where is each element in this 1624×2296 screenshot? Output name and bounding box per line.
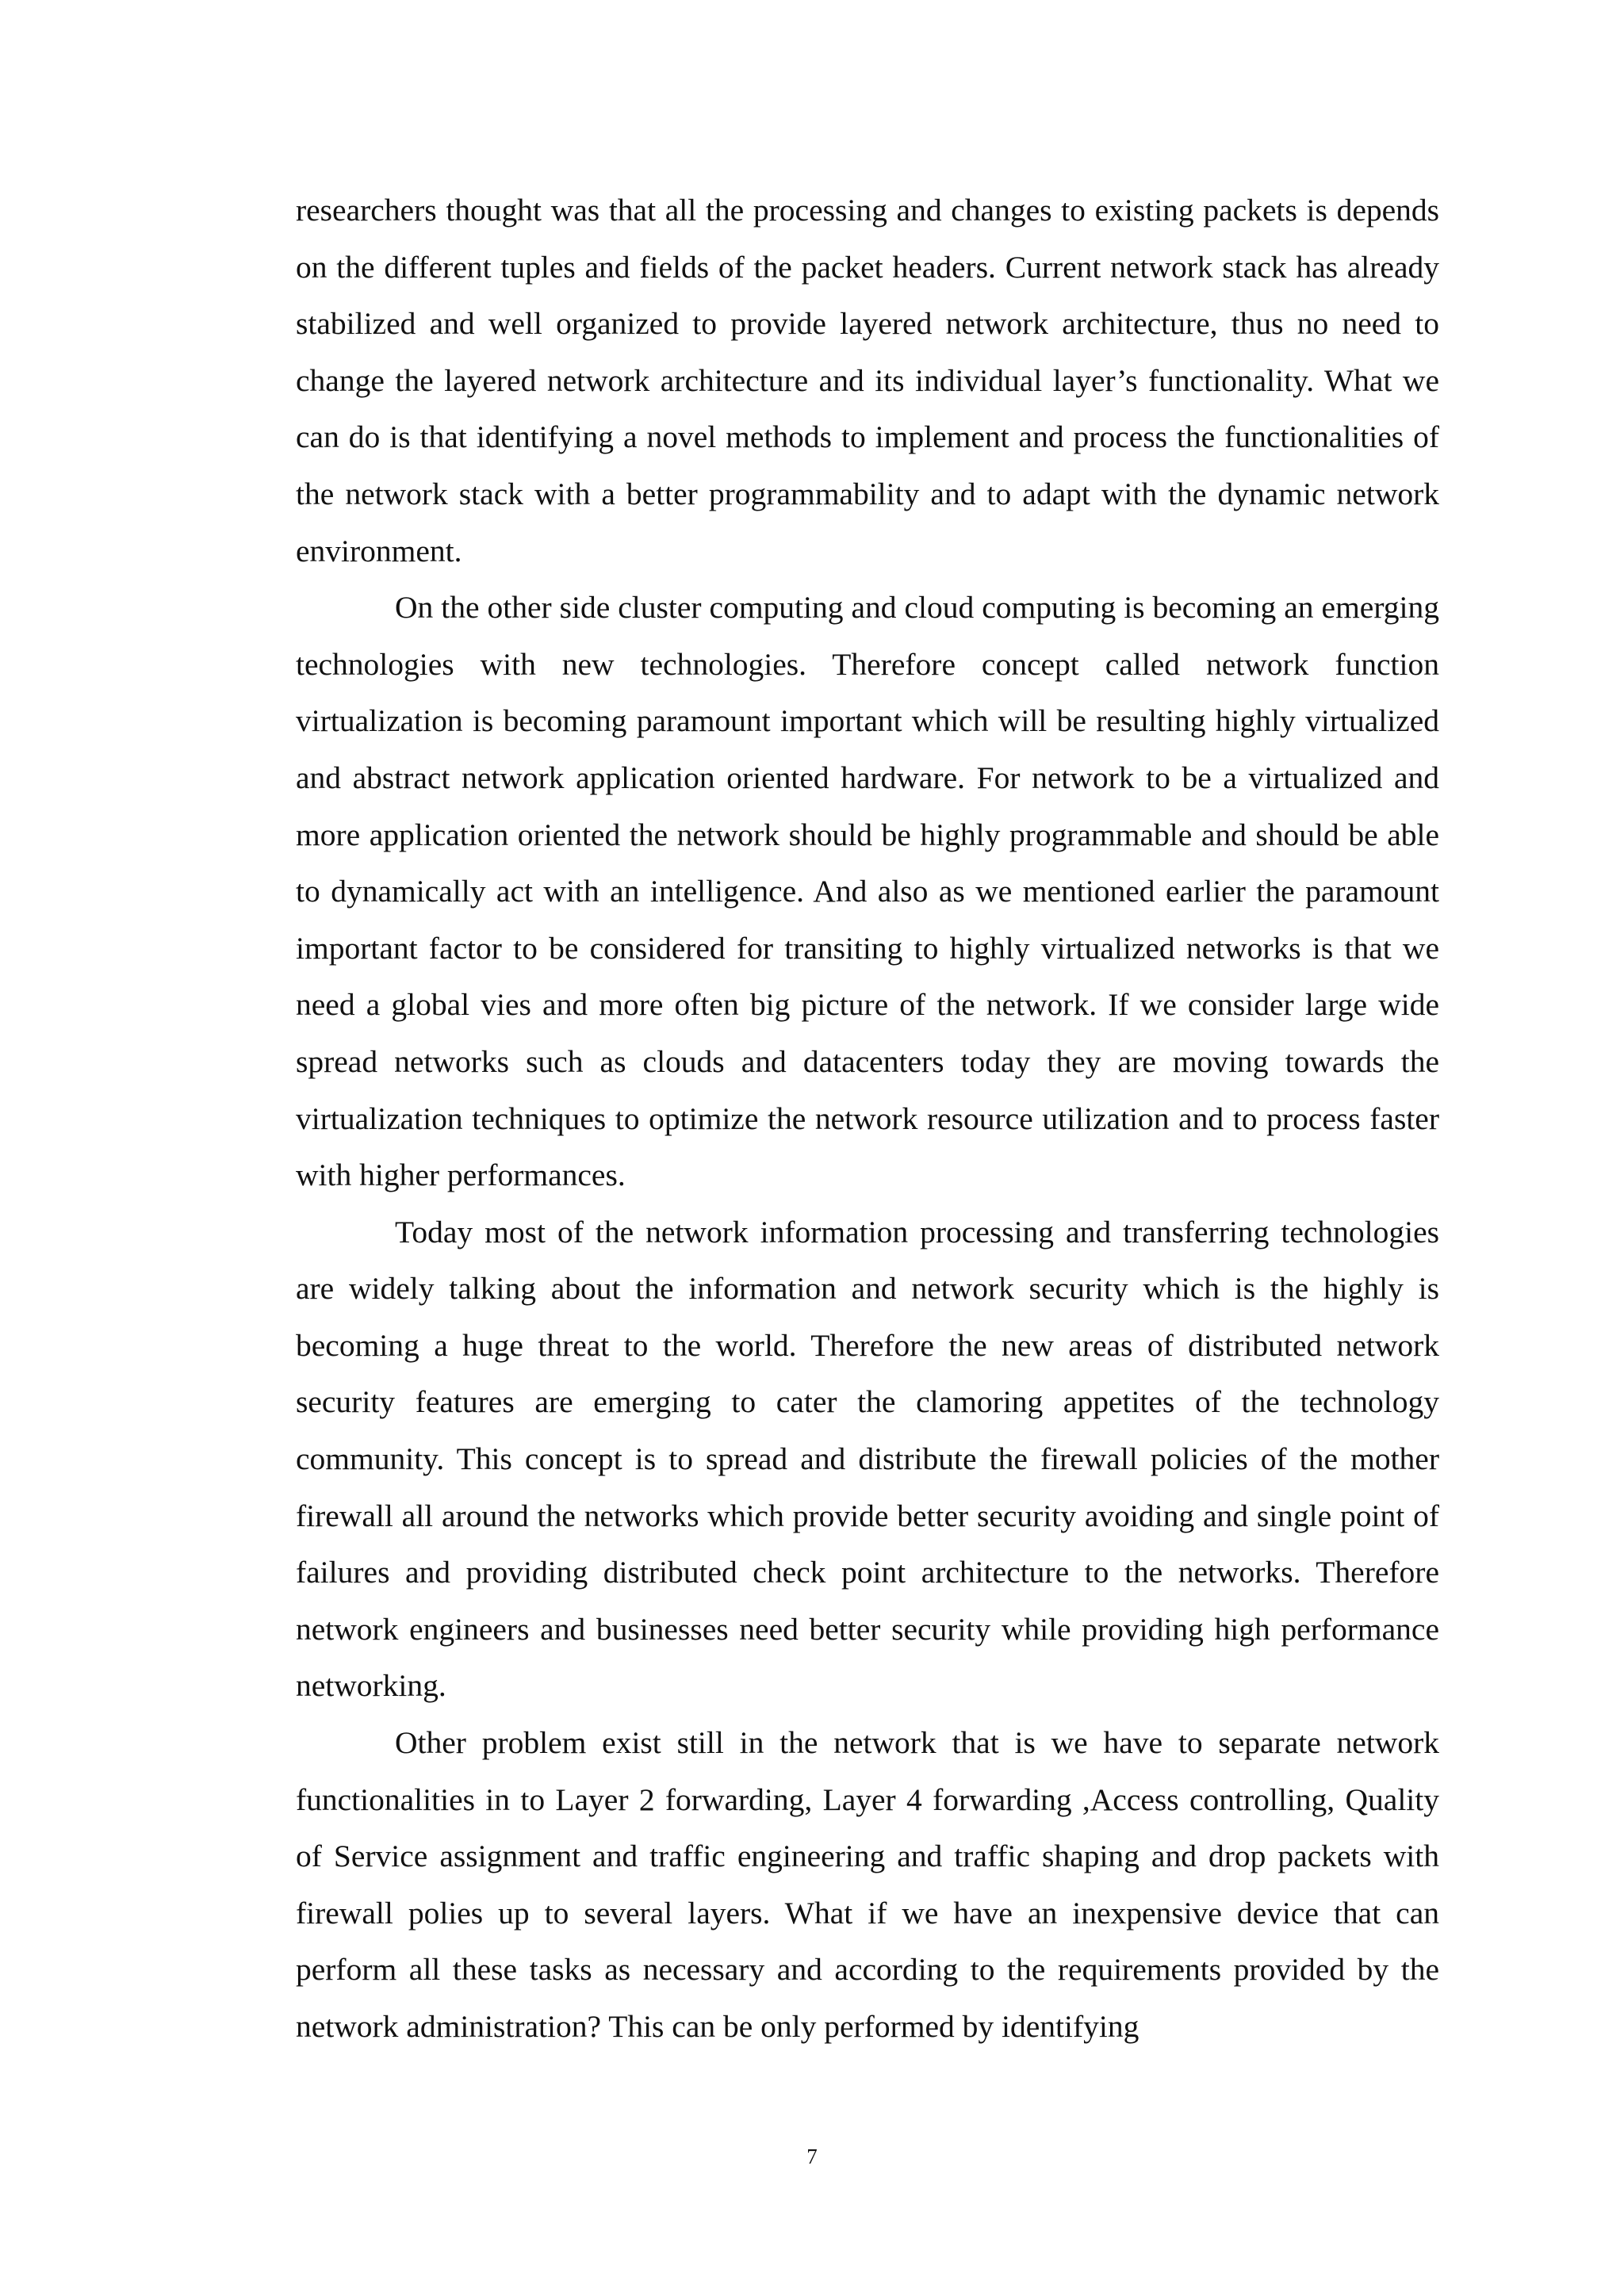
paragraph-4: Other problem exist still in the network that is we have to separate network functionalities in to Layer 2 forwarding, Layer 4 forwarding ,Access controlling, Quality of Service assignment and traffic engineering and traffic shaping and drop packets with firewall polies up to several layers. What if we have an inexpensive device that can perform all these tasks as necessary and according to the requirements provided by the network administration? This can be only performed by identifying	[296, 1725, 1439, 2044]
paragraph-2: On the other side cluster computing and cloud computing is becoming an emerging technologies with new technologies. Therefore concept called network function virtualization is becoming paramount important which will be resulting highly virtualized and abstract network application oriented hardware. For network to be a virtualized and more application oriented the network should be highly programmable and should be able to dynamically act with an intelligence. And also as we mentioned earlier the paramount important factor to be considered for transiting to highly virtualized networks is that we need a global vies and more often big picture of the network. If we consider large wide spread networks such as clouds and datacenters today they are moving towards the virtualization techniques to optimize the network resource utilization and to process faster with higher performances.	[296, 590, 1439, 1193]
paragraph-3: Today most of the network information processing and transferring technologies are widely talking about the information and network security which is the highly is becoming a huge threat to the world. Therefore the new areas of distributed network security features are emerging to cater the clamoring appetites of the technology community. This concept is to spread and distribute the firewall policies of the mother firewall all around the networks which provide better security avoiding and single point of failures and providing distributed check point architecture to the networks. Therefore network engineers and businesses need better security while providing high performance networking.	[296, 1214, 1439, 1704]
paragraph-1: researchers thought was that all the processing and changes to existing packets is depends on the different tuples and fields of the packet headers. Current network stack has already stabilized and well organized to provide layered network architecture, thus no need to change the layered network architecture and its individual layer’s functionality. What we can do is that identifying a novel methods to implement and process the functionalities of the network stack with a better programmability and to adapt with the dynamic network environment.	[296, 193, 1439, 568]
page-number: 7	[806, 2145, 818, 2168]
body-text	[296, 182, 1439, 2056]
